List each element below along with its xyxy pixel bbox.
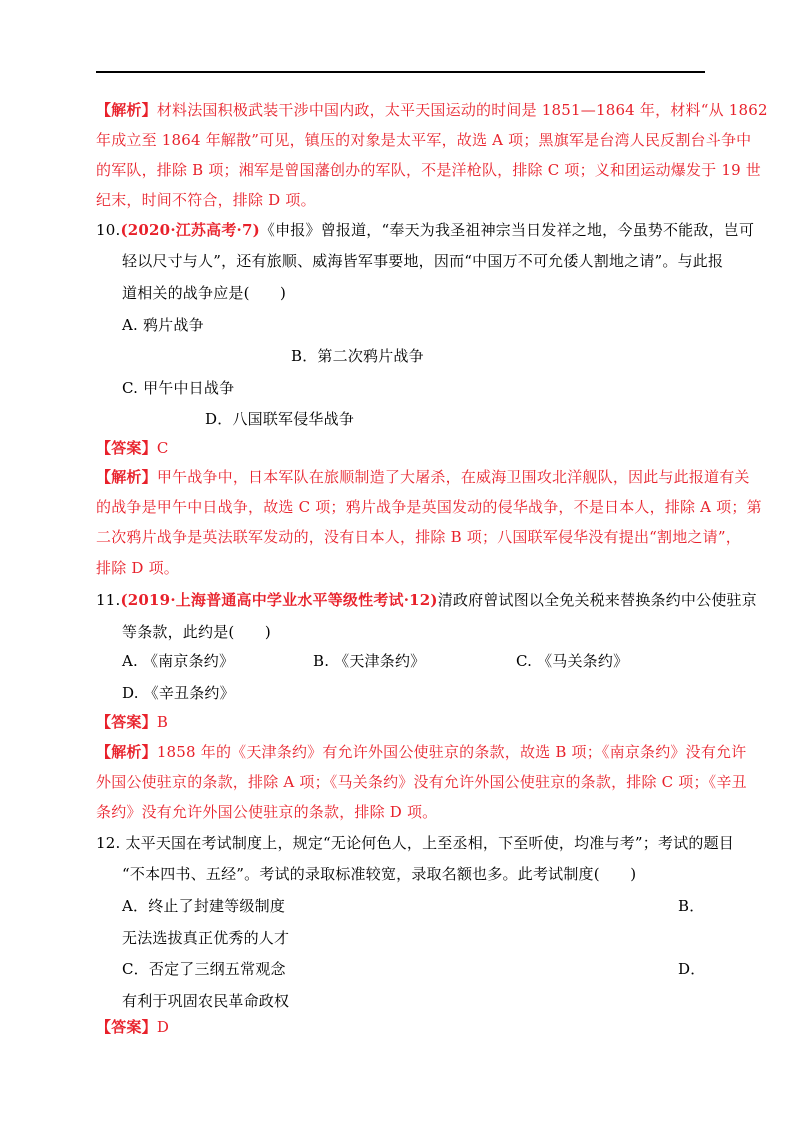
q9-analysis-line-1: 【解析】材料法国积极武装干涉中国内政，太平天国运动的时间是 1851—1864 年，材料“从 1862 xyxy=(96,101,768,119)
header-rule xyxy=(96,71,705,73)
q11-option-b: B. 《天津条约》 xyxy=(313,652,426,670)
q10-analysis-line-3: 二次鸦片战争是英法联军发动的，没有日本人，排除 B 项；八国联军侵华没有提出“割地之请”， xyxy=(96,528,741,546)
q12-option-d-label: D． xyxy=(678,960,706,978)
q10-stem-line-3: 道相关的战争应是( ) xyxy=(122,284,287,302)
q11-analysis-line-1: 【解析】1858 年的《天津条约》有允许外国公使驻京的条款，故选 B 项；《南京条约》没有允许 xyxy=(96,743,747,761)
q9-analysis-line-4: 纪末，时间不符合，排除 D 项。 xyxy=(96,191,316,209)
q11-analysis-line-2: 外国公使驻京的条款，排除 A 项；《马关条约》没有允许外国公使驻京的条款，排除 C 项；《辛丑 xyxy=(96,773,747,791)
q11-number: 11. xyxy=(96,591,121,609)
q12-stem-line-1: 12. 太平天国在考试制度上，规定“无论何色人，上至丞相，下至听使，均准与考”；考试的题目 xyxy=(96,834,734,852)
q12-option-b-label: B． xyxy=(678,897,705,915)
q10-analysis-line-2: 的战争是甲午中日战争，故选 C 项；鸦片战争是英国发动的侵华战争，不是日本人，排除 A 项；第 xyxy=(96,498,762,516)
q11-option-a: A. 《南京条约》 xyxy=(122,652,235,670)
q10-answer: 【答案】C xyxy=(96,439,169,457)
q11-stem-line-2: 等条款，此约是( ) xyxy=(122,623,271,641)
q9-analysis-line-2: 年成立至 1864 年解散”可见，镇压的对象是太平军，故选 A 项；黑旗军是台湾人民反割台斗争中 xyxy=(96,131,752,149)
q11-stem-line-1: 11.(2019·上海普通高中学业水平等级性考试·12)清政府曾试图以全免关税来替换条约中公使驻京 xyxy=(96,591,757,609)
q11-option-c: C. 《马关条约》 xyxy=(516,652,629,670)
q12-option-b-text: 无法选拔真正优秀的人才 xyxy=(122,929,290,947)
q10-option-c: C. 甲午中日战争 xyxy=(122,379,235,397)
q10-stem-line-1: 10.(2020·江苏高考·7)《申报》曾报道，“奉天为我圣祖神宗当日发祥之地，今虽势不能敌，岂可 xyxy=(96,221,755,239)
q10-source: (2020·江苏高考·7) xyxy=(120,221,260,239)
q12-option-d-text: 有利于巩固农民革命政权 xyxy=(122,992,290,1010)
q10-option-d: D．八国联军侵华战争 xyxy=(205,410,355,428)
q10-stem-line-2: 轻以尺寸与人”，还有旅顺、威海皆军事要地，因而“中国万不可允倭人割地之请”。与此报 xyxy=(122,252,724,270)
q9-analysis-line-3: 的军队，排除 B 项；湘军是曾国藩创办的军队，不是洋枪队，排除 C 项；义和团运动爆发于 19 世 xyxy=(96,161,761,179)
q12-answer: 【答案】D xyxy=(96,1018,170,1036)
q12-option-a: A．终止了封建等级制度 xyxy=(122,897,286,915)
q10-analysis-line-4: 排除 D 项。 xyxy=(96,559,179,577)
q10-analysis-line-1: 【解析】甲午战争中，日本军队在旅顺制造了大屠杀，在威海卫围攻北洋舰队，因此与此报道有关 xyxy=(96,468,750,486)
q10-option-a: A. 鸦片战争 xyxy=(122,316,204,334)
q11-option-d: D. 《辛丑条约》 xyxy=(122,684,235,702)
q11-source: (2019·上海普通高中学业水平等级性考试·12) xyxy=(120,591,438,609)
q12-number: 12. xyxy=(96,834,121,852)
q12-option-c: C．否定了三纲五常观念 xyxy=(122,960,286,978)
q11-answer: 【答案】B xyxy=(96,713,169,731)
q10-option-b: B．第二次鸦片战争 xyxy=(291,347,424,365)
q10-number: 10. xyxy=(96,221,121,239)
q12-stem-line-2: “不本四书、五经”。考试的录取标准较宽，录取名额也多。此考试制度( ) xyxy=(122,865,637,883)
q11-analysis-line-3: 条约》没有允许外国公使驻京的条款，排除 D 项。 xyxy=(96,803,438,821)
